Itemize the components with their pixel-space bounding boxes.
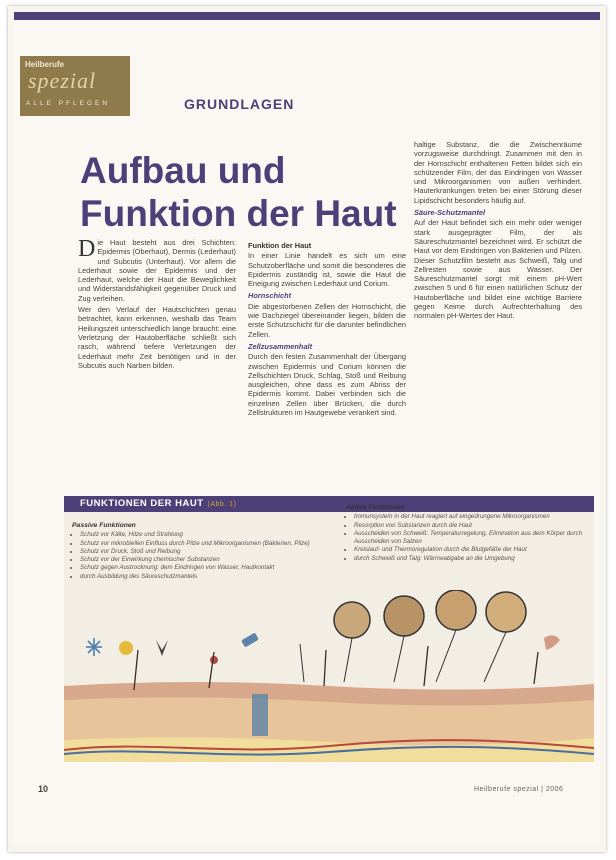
col1-paragraph-1 (78, 238, 236, 303)
sweat-gland-arrow (252, 694, 268, 736)
zoom-circle (384, 596, 424, 636)
passive-functions-list (72, 522, 342, 581)
passive-item: • Schutz vor der Einwirkung chemischer Substanzen (80, 556, 342, 564)
col3-paragraph-1: haltige Substanz, die die Zwischenräume vorzugsweise durchdringt. Zusammen mit den in der Hornschicht enthaltenen Fetten bildet sich ein schützender Film, der das Eindringen von Wasser und Mikroorganismen von außen verhindert. Hauterkrankungen treten bei einer Störung dieser Lipidschicht besonders häufig auf. (414, 140, 582, 205)
zoom-line (484, 632, 506, 682)
text-column-3 (414, 140, 582, 323)
zoom-line (300, 644, 304, 682)
logo-main-text: spezial (28, 68, 97, 93)
functions-box-title (80, 498, 236, 509)
zoom-line (394, 636, 404, 682)
passive-item: • Schutz gegen Austrocknung: dem Eindringen von Wasser, Hautkontakt (80, 564, 342, 572)
active-item: • durch Schweiß und Talg: Wärmeabgabe an die Umgebung (354, 555, 586, 563)
figure-reference: (Abb. 1) (207, 501, 237, 508)
active-functions-list (346, 504, 586, 563)
col2-heading-2: Hornschicht (248, 291, 292, 301)
zoom-line (344, 638, 352, 682)
passive-item: • Schutz vor Druck, Stoß und Reibung (80, 548, 342, 556)
zoom-line (436, 630, 456, 682)
passive-item: • durch Ausbildung des Säureschutzmantels (80, 573, 342, 581)
hair-shaft (534, 652, 538, 684)
publication-footer: Heilberufe spezial | 2006 (474, 786, 564, 793)
active-item: • Resorption von Substanzen durch die Haut (354, 522, 586, 530)
drop-cap: D (78, 236, 96, 262)
passive-item: • Schutz vor Kälte, Hitze und Strahlung (80, 531, 342, 539)
zoom-circle (486, 592, 526, 632)
text-column-1 (78, 238, 236, 372)
sun-icon (119, 641, 133, 655)
article-title-line-1: Aufbau und (80, 150, 286, 191)
skin-cross-section-illustration (64, 590, 594, 762)
logo-top-text: Heilberufe (25, 60, 65, 69)
zoom-circle-group (300, 590, 526, 682)
page-number: 10 (38, 784, 49, 794)
section-label: GRUNDLAGEN (184, 96, 295, 112)
col2-heading-1: Funktion der Haut (248, 241, 312, 250)
col3-paragraph-2: Auf der Haut befindet sich ein mehr oder weniger stark ausgeprägter Film, der als Säureschutzmantel bezeichnet wird. Er schützt die Haut vor dem Eindringen von Bakterien und Pilzen. Dieser Schutzfilm besteht aus Schweiß, Talg und Zellresten sowie aus Wasser. Der Säureschutzmantel sorgt mit einem pH-Wert zwischen 5 und 6 für einen natürlichen Schutz der Hautoberfläche und bildet eine wichtige Barriere gegen Keime durch Aufrechterhaltung des normalen pH-Wertes der Haut. (414, 218, 582, 321)
col3-heading-1: Säure-Schutzmantel (414, 208, 486, 218)
active-item: • Kreislauf- und Thermoregulation durch die Blutgefäße der Haut (354, 546, 586, 554)
article-title-line-2: Funktion der Haut (80, 193, 397, 234)
col2-paragraph-2: Die abgestorbenen Zellen der Hornschicht, die wie Dachziegel übereinander liegen, bilden die erste Schutzschicht für die darunter befindlichen Zellen. (248, 301, 406, 339)
article-title (80, 149, 420, 235)
magazine-page (14, 12, 600, 844)
col1-paragraph-1-text: ie Haut besteht aus drei Schichten: Epidermis (Oberhaut), Dermis (Lederhaut) und Subcutis (Unterhaut). Vor allem die Lederhaut sowie der Epidermis und der Lederhaut, welche der Haut die Beweglichkeit und Widerstandsfähigkeit gegenüber Druck und Zug verleihen. (78, 238, 236, 303)
hair-shaft (324, 650, 326, 686)
col1-paragraph-2: Wer den Verlauf der Hautschichten genau betrachtet, kann erkennen, weshalb das Team Heilungszeit unterschiedlich lange braucht: eine Verletzung der Hautoberfläche schließt sich rasch, während tiefere Verletzungen der Lederhaut mehr Zeit benötigen und in der Subcutis auch Narben bilden. (78, 305, 236, 370)
zoom-circle (334, 602, 370, 638)
active-item: • Ausscheiden von Schweiß: Temperaturregelung, Elimination aus dem Körper durch Ausscheiden von Salzen (354, 530, 586, 547)
col2-paragraph-3: Durch den festen Zusammenhalt der Übergang zwischen Epidermis und Corium können die Zellschichten Druck, Schlag, Stoß und Reibung ausgleichen, ohne dass es zum Abriss der Epidermis kommt. Dabei verbinden sich die einzelnen Zellen über Brücken, die durch Zellstrukturen im Hautgewebe verankert sind. (248, 352, 406, 418)
col2-paragraph-1: In einer Linie handelt es sich um eine Schutzoberfläche und somit die besonderes die Epidermis zuständig ist, sowie die Haut die Eneigung zwischen Lederhaut und Corium. (248, 251, 406, 289)
col2-heading-3: Zellzusammenhalt (248, 341, 313, 351)
publication-logo (20, 56, 130, 116)
logo-sub-text: ALLE PFLEGEN (26, 100, 111, 107)
top-color-bar (14, 12, 600, 20)
syringe-icon (241, 633, 259, 648)
snowflake-icon (86, 638, 102, 656)
bacteria-icon (210, 656, 218, 664)
passive-item: • Schutz vor mikrobiellen Einfluss durch Pilze und Mikroorganismen (Bakterien, Pilze) (80, 540, 342, 548)
arrows-icon (156, 640, 168, 656)
active-item: • Immunsystem in der Haut reagiert auf eingedrungene Mikroorganismen (354, 513, 586, 521)
functions-box-title-text: FUNKTIONEN DER HAUT (80, 498, 204, 509)
hair-shaft (424, 646, 428, 686)
text-column-2 (248, 238, 406, 419)
bird-icon (544, 635, 560, 650)
active-functions-heading: Aktive Funktionen (346, 504, 405, 511)
zoom-circle (436, 590, 476, 630)
passive-functions-heading: Passive Funktionen (72, 522, 136, 529)
